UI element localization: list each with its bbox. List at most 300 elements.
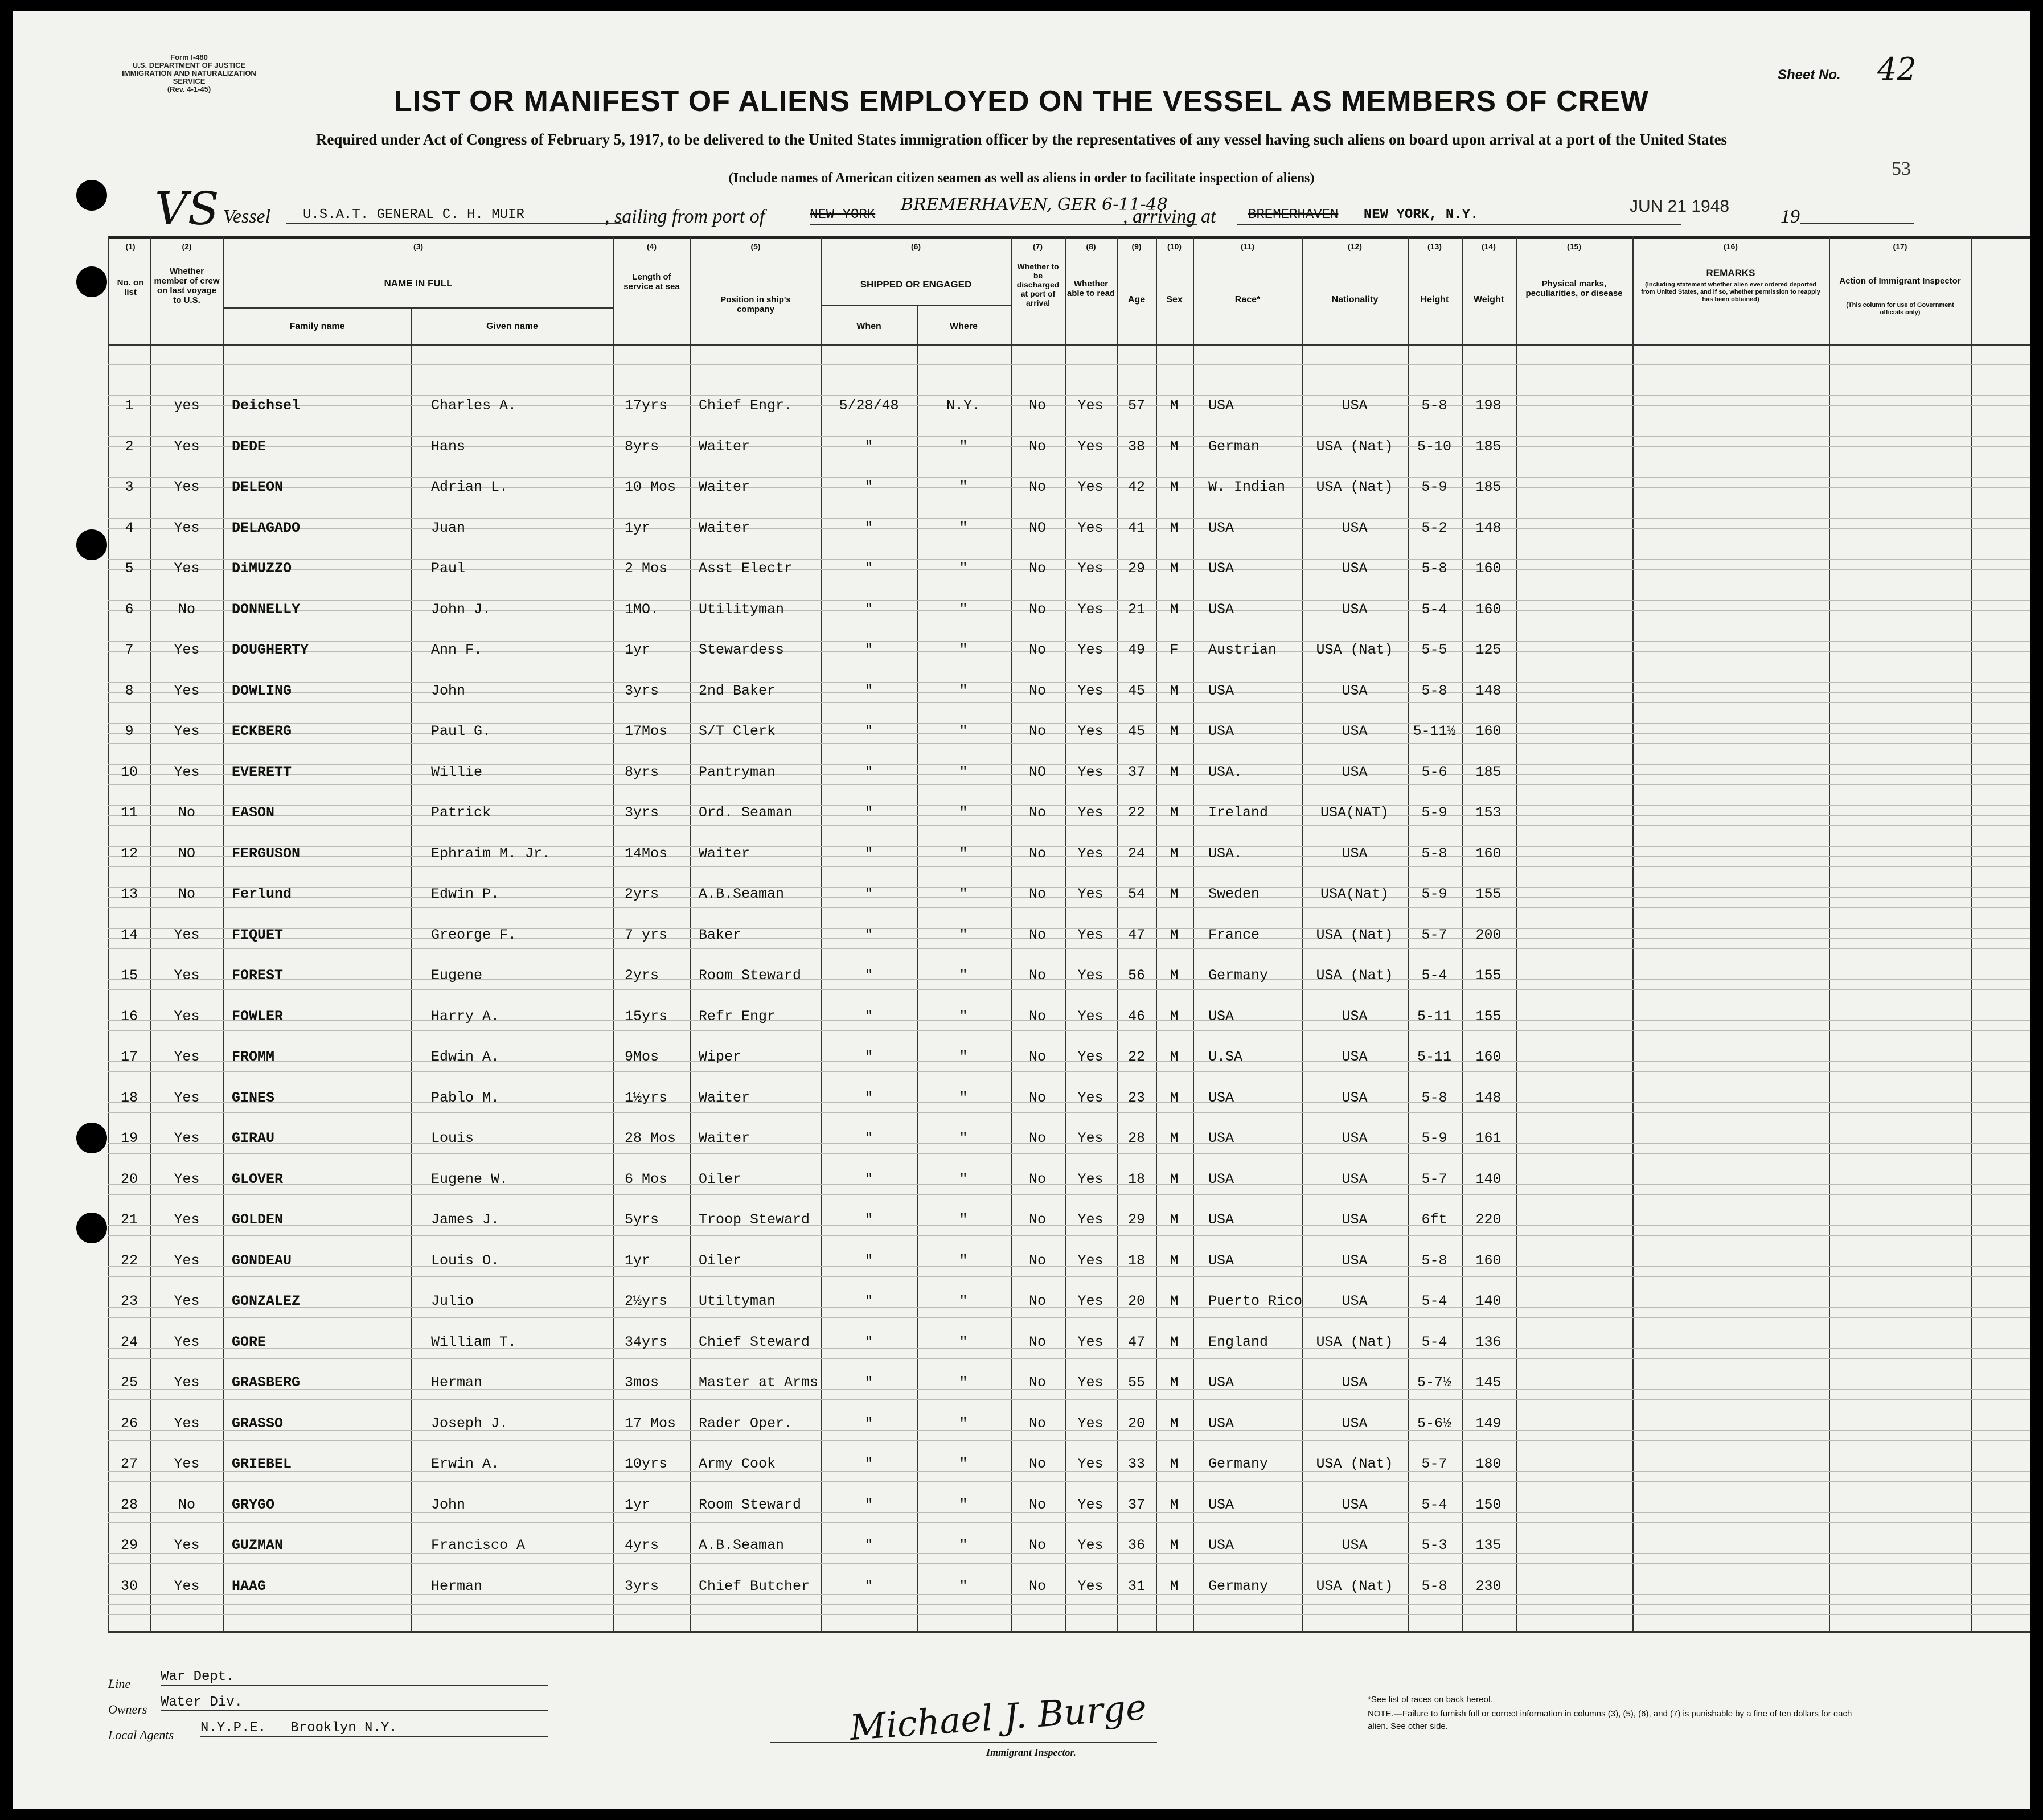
cell-where: " xyxy=(959,1374,968,1391)
cell-read: Yes xyxy=(1077,1415,1103,1432)
cell-position: Waiter xyxy=(699,845,750,862)
column-divider xyxy=(1971,236,1972,1631)
cell-where: " xyxy=(959,1496,968,1513)
cell-sex: M xyxy=(1170,1211,1179,1228)
cell-age: 46 xyxy=(1127,1008,1145,1025)
arriving-label: , arriving at xyxy=(1123,206,1216,227)
cell-sex: M xyxy=(1170,1089,1179,1106)
cell-nat: USA (Nat) xyxy=(1316,642,1393,658)
cell-given: Adrian L. xyxy=(431,479,508,495)
cell-read: Yes xyxy=(1077,1537,1103,1554)
cell-age: 36 xyxy=(1127,1537,1145,1554)
cell-position: Stewardess xyxy=(699,642,785,658)
cell-no: 25 xyxy=(120,1374,138,1391)
cell-when: " xyxy=(864,642,873,658)
cell-family: GRASSO xyxy=(232,1415,284,1432)
cell-family: GRASBERG xyxy=(232,1374,301,1391)
cell-disch: NO xyxy=(1028,519,1046,536)
cell-service: 34yrs xyxy=(625,1333,668,1350)
col6-number: (6) xyxy=(910,242,921,251)
page-title: LIST OR MANIFEST OF ALIENS EMPLOYED ON THE VESSEL AS MEMBERS OF CREW xyxy=(394,85,1649,118)
cell-nat: USA xyxy=(1342,560,1368,577)
cell-disch: No xyxy=(1028,1130,1046,1147)
ruled-line xyxy=(108,559,2030,560)
cell-when: " xyxy=(864,1008,873,1025)
subtitle: Required under Act of Congress of February 5, 1917, to be delivered to the United States immigration officer by the representatives of any vessel having such aliens on board upon arrival at a port of the United States xyxy=(315,131,1728,148)
cell-height: 5-4 xyxy=(1421,1293,1447,1309)
cell-height: 5-7 xyxy=(1421,1170,1447,1188)
agents-label: Local Agents xyxy=(108,1728,174,1742)
cell-family: DELAGADO xyxy=(232,519,301,536)
col1-header: No. on list xyxy=(117,278,144,297)
cell-service: 9Mos xyxy=(625,1049,659,1065)
year-label: 19 xyxy=(1781,206,1800,227)
cell-no: 28 xyxy=(120,1496,138,1513)
cell-race: France xyxy=(1208,926,1260,943)
cell-disch: No xyxy=(1028,1333,1046,1350)
cell-last: Yes xyxy=(174,519,200,536)
col17-subheader: (This column for use of Government officials only) xyxy=(1846,302,1954,316)
owners-label: Owners xyxy=(108,1702,147,1716)
cell-nat: USA xyxy=(1342,1211,1368,1228)
cell-when: " xyxy=(864,1496,873,1513)
cell-weight: 135 xyxy=(1475,1537,1502,1554)
cell-read: Yes xyxy=(1077,519,1103,536)
col14-number: (14) xyxy=(1482,242,1496,251)
cell-sex: M xyxy=(1170,1374,1179,1391)
cell-read: Yes xyxy=(1077,723,1103,739)
cell-service: 3yrs xyxy=(625,804,659,821)
cell-nat: USA (Nat) xyxy=(1316,967,1393,984)
cell-age: 47 xyxy=(1127,1333,1145,1350)
cell-family: EASON xyxy=(232,804,275,821)
cell-read: Yes xyxy=(1077,1089,1103,1106)
cell-read: Yes xyxy=(1077,1211,1103,1228)
cell-last: Yes xyxy=(174,1415,200,1432)
cell-family: DiMUZZO xyxy=(232,560,292,577)
cell-service: 1yr xyxy=(625,1252,651,1269)
cell-no: 21 xyxy=(120,1211,138,1228)
sailing-label: , sailing from port of xyxy=(605,206,765,227)
cell-where: " xyxy=(959,1008,968,1025)
cell-read: Yes xyxy=(1077,967,1103,984)
cell-given: Edwin A. xyxy=(431,1049,500,1065)
sheet-number-label: Sheet No. xyxy=(1778,67,1841,83)
col10-header: Sex xyxy=(1166,295,1183,305)
cell-position: Refr Engr xyxy=(699,1008,776,1025)
cell-disch: No xyxy=(1028,804,1046,821)
cell-position: Troop Steward xyxy=(699,1211,810,1228)
cell-service: 2½yrs xyxy=(625,1293,668,1309)
cell-no: 3 xyxy=(125,479,134,495)
cell-nat: USA xyxy=(1342,1415,1368,1432)
cell-where: " xyxy=(959,763,968,780)
cell-when: " xyxy=(864,763,873,780)
cell-read: Yes xyxy=(1077,682,1103,699)
cell-given: Paul G. xyxy=(431,723,491,739)
cell-age: 45 xyxy=(1127,682,1145,699)
cell-race: Sweden xyxy=(1208,886,1260,902)
arriving-port-struck: BREMERHAVEN xyxy=(1248,207,1339,223)
cell-height: 5-8 xyxy=(1421,1089,1447,1106)
cell-sex: M xyxy=(1170,1333,1179,1350)
cell-weight: 150 xyxy=(1475,1496,1502,1513)
cell-age: 18 xyxy=(1127,1170,1145,1188)
cell-read: Yes xyxy=(1077,1130,1103,1147)
cell-nat: USA xyxy=(1342,1089,1368,1106)
cell-service: 1yr xyxy=(625,642,651,658)
cell-sex: M xyxy=(1170,1456,1179,1472)
cell-given: James J. xyxy=(431,1211,500,1228)
cell-family: Ferlund xyxy=(232,886,292,902)
cell-read: Yes xyxy=(1077,886,1103,902)
cell-no: 10 xyxy=(120,763,138,780)
cell-last: Yes xyxy=(174,682,200,699)
cell-last: Yes xyxy=(174,560,200,577)
cell-when: " xyxy=(864,560,873,577)
cell-where: " xyxy=(959,926,968,943)
col4-header: Length of service at sea xyxy=(623,272,680,291)
cell-where: " xyxy=(959,1252,968,1269)
cell-when: " xyxy=(864,1252,873,1269)
cell-position: Chief Engr. xyxy=(699,397,793,414)
cell-no: 20 xyxy=(120,1170,138,1188)
cell-last: Yes xyxy=(174,1170,200,1188)
cell-service: 2yrs xyxy=(625,967,659,984)
col15-header: Physical marks, peculiarities, or disease xyxy=(1525,279,1623,298)
cell-age: 31 xyxy=(1127,1577,1145,1595)
cell-given: Pablo M. xyxy=(431,1089,500,1106)
cell-no: 16 xyxy=(120,1008,138,1025)
cell-family: ECKBERG xyxy=(232,723,292,739)
cell-nat: USA xyxy=(1342,1008,1368,1025)
column-divider xyxy=(821,236,822,1631)
cell-where: " xyxy=(959,601,968,618)
owners-value: Water Div. xyxy=(161,1695,548,1711)
cell-family: GOLDEN xyxy=(232,1211,284,1228)
table-top-rule xyxy=(108,236,2030,239)
cell-height: 5-11½ xyxy=(1413,723,1456,739)
col5-number: (5) xyxy=(750,242,761,251)
cell-disch: No xyxy=(1028,845,1046,862)
cell-read: Yes xyxy=(1077,479,1103,495)
cell-position: Utiltyman xyxy=(699,1293,776,1309)
cell-service: 3mos xyxy=(625,1374,659,1391)
col10-number: (10) xyxy=(1167,242,1182,251)
col6-header: SHIPPED OR ENGAGED xyxy=(860,279,972,290)
col14-header: Weight xyxy=(1473,295,1504,305)
cell-height: 5-8 xyxy=(1421,1577,1447,1595)
cell-weight: 220 xyxy=(1475,1211,1502,1228)
cell-family: FROMM xyxy=(232,1049,275,1065)
cell-service: 17yrs xyxy=(625,397,668,414)
cell-no: 6 xyxy=(125,601,134,618)
cell-when: " xyxy=(864,926,873,943)
cell-sex: M xyxy=(1170,1537,1179,1554)
cell-last: Yes xyxy=(174,1333,200,1350)
cell-no: 19 xyxy=(120,1130,138,1147)
cell-last: Yes xyxy=(174,723,200,739)
cell-race: Germany xyxy=(1208,1456,1269,1472)
cell-weight: 160 xyxy=(1475,845,1502,862)
cell-position: Waiter xyxy=(699,479,750,495)
cell-height: 5-8 xyxy=(1421,560,1447,577)
cell-no: 2 xyxy=(125,438,134,455)
cell-race: German xyxy=(1208,438,1260,455)
col8-number: (8) xyxy=(1086,242,1096,251)
cell-position: Master at Arms xyxy=(699,1374,819,1391)
cell-height: 5-8 xyxy=(1421,682,1447,699)
cell-race: USA xyxy=(1208,1537,1234,1554)
cell-disch: No xyxy=(1028,1537,1046,1554)
cell-position: Oiler xyxy=(699,1252,742,1269)
cell-where: " xyxy=(959,1456,968,1472)
ruled-line xyxy=(108,825,2030,826)
cell-height: 5-8 xyxy=(1421,397,1447,414)
cell-no: 5 xyxy=(125,560,134,577)
date-stamp: JUN 21 1948 xyxy=(1630,197,1730,216)
column-divider xyxy=(1302,236,1303,1631)
cell-age: 20 xyxy=(1127,1293,1145,1309)
cell-no: 4 xyxy=(125,519,134,536)
cell-race: USA xyxy=(1208,1211,1234,1228)
cell-disch: No xyxy=(1028,1577,1046,1595)
cell-height: 5-2 xyxy=(1421,519,1447,536)
cell-sex: M xyxy=(1170,682,1179,699)
cell-age: 20 xyxy=(1127,1415,1145,1432)
cell-when: " xyxy=(864,1333,873,1350)
cell-when: " xyxy=(864,1415,873,1432)
ruled-line xyxy=(108,1399,2030,1400)
col12-number: (12) xyxy=(1348,242,1362,251)
ruled-line xyxy=(108,1194,2030,1195)
cell-family: FOREST xyxy=(232,967,284,984)
vs-mark: VS xyxy=(155,182,219,235)
cell-no: 13 xyxy=(120,886,138,902)
col17-number: (17) xyxy=(1893,242,1907,251)
col2-header: Whether member of crew on last voyage to U.S. xyxy=(154,266,220,305)
cell-weight: 180 xyxy=(1475,1456,1502,1472)
cell-given: Julio xyxy=(431,1293,474,1309)
cell-nat: USA xyxy=(1342,1374,1368,1391)
col13-number: (13) xyxy=(1427,242,1442,251)
cell-disch: No xyxy=(1028,967,1046,984)
col7-header: Whether to be discharged at port of arrival xyxy=(1016,262,1060,307)
vessel-label: Vessel xyxy=(223,206,271,227)
cell-last: Yes xyxy=(174,1577,200,1595)
cell-sex: M xyxy=(1170,438,1179,455)
column-divider xyxy=(690,236,691,1631)
cell-no: 7 xyxy=(125,642,134,658)
cell-age: 56 xyxy=(1127,967,1145,984)
cell-last: No xyxy=(178,886,195,902)
cell-where: " xyxy=(959,682,968,699)
header-bottom-rule xyxy=(108,344,2030,346)
cell-where: " xyxy=(959,1089,968,1106)
cell-weight: 145 xyxy=(1475,1374,1502,1391)
cell-nat: USA xyxy=(1342,723,1368,739)
col12-header: Nationality xyxy=(1331,295,1379,305)
cell-read: Yes xyxy=(1077,1496,1103,1513)
cell-sex: M xyxy=(1170,1008,1179,1025)
ruled-line xyxy=(108,1614,2030,1615)
cell-service: 2 Mos xyxy=(625,560,668,577)
cell-where: " xyxy=(959,804,968,821)
cell-position: Wiper xyxy=(699,1049,742,1065)
cell-position: Room Steward xyxy=(699,967,802,984)
cell-where: " xyxy=(959,845,968,862)
cell-given: Edwin P. xyxy=(431,886,500,902)
col1-number: (1) xyxy=(125,242,136,251)
cell-family: FIQUET xyxy=(232,926,284,943)
cell-position: Baker xyxy=(699,926,742,943)
cell-disch: No xyxy=(1028,1496,1046,1513)
cell-disch: No xyxy=(1028,560,1046,577)
ruled-line xyxy=(108,477,2030,478)
cell-service: 3yrs xyxy=(625,682,659,699)
cell-disch: No xyxy=(1028,1211,1046,1228)
cell-where: " xyxy=(959,1170,968,1188)
cell-weight: 160 xyxy=(1475,601,1502,618)
form-number: Form I-480 xyxy=(170,53,208,61)
cell-weight: 160 xyxy=(1475,1049,1502,1065)
ruled-line xyxy=(108,1522,2030,1523)
cell-where: " xyxy=(959,723,968,739)
cell-service: 1yr xyxy=(625,519,651,536)
col7-number: (7) xyxy=(1032,242,1043,251)
cell-read: Yes xyxy=(1077,601,1103,618)
cell-nat: USA xyxy=(1342,601,1368,618)
cell-where: " xyxy=(959,1293,968,1309)
cell-given: William T. xyxy=(431,1333,517,1350)
cell-where: " xyxy=(959,1049,968,1065)
cell-last: Yes xyxy=(174,479,200,495)
col16-header: REMARKS xyxy=(1706,268,1755,278)
cell-nat: USA xyxy=(1342,845,1368,862)
cell-family: GLOVER xyxy=(232,1170,284,1188)
cell-read: Yes xyxy=(1077,804,1103,821)
cell-position: Ord. Seaman xyxy=(699,804,793,821)
cell-no: 14 xyxy=(120,926,138,943)
cell-family: DEDE xyxy=(232,438,266,455)
ruled-line xyxy=(108,395,2030,396)
cell-read: Yes xyxy=(1077,1008,1103,1025)
cell-race: U.SA xyxy=(1208,1049,1243,1065)
cell-nat: USA xyxy=(1342,519,1368,536)
cell-nat: USA xyxy=(1342,1252,1368,1269)
cell-race: W. Indian xyxy=(1208,479,1286,495)
cell-service: 3yrs xyxy=(625,1577,659,1595)
cell-last: Yes xyxy=(174,1130,200,1147)
cell-given: Ephraim M. Jr. xyxy=(431,845,551,862)
cell-when: " xyxy=(864,886,873,902)
cell-position: Pantryman xyxy=(699,763,776,780)
cell-disch: No xyxy=(1028,1374,1046,1391)
cell-when: " xyxy=(864,519,873,536)
cell-when: " xyxy=(864,1130,873,1147)
sailing-port-handwritten: BREMERHAVEN, GER 6-11-48 xyxy=(901,195,1168,215)
cell-read: Yes xyxy=(1077,1577,1103,1595)
cell-given: Greorge F. xyxy=(431,926,517,943)
arriving-port: NEW YORK, N.Y. xyxy=(1363,207,1479,223)
cell-sex: M xyxy=(1170,479,1179,495)
shipped-subheader-rule xyxy=(821,305,1011,306)
cell-family: GRYGO xyxy=(232,1496,275,1513)
cell-nat: USA(Nat) xyxy=(1320,886,1389,902)
page-number: 53 xyxy=(1892,158,1911,179)
cell-sex: M xyxy=(1170,1415,1179,1432)
cell-race: USA xyxy=(1208,723,1234,739)
cell-race: Germany xyxy=(1208,1577,1269,1595)
cell-where: " xyxy=(959,1130,968,1147)
ruled-line xyxy=(108,1604,2030,1605)
cell-where: N.Y. xyxy=(946,397,981,414)
ruled-line xyxy=(108,1563,2030,1564)
cell-weight: 230 xyxy=(1475,1577,1502,1595)
cell-when: " xyxy=(864,804,873,821)
cell-nat: USA xyxy=(1342,1293,1368,1309)
cell-height: 5-5 xyxy=(1421,642,1447,658)
cell-given: Eugene W. xyxy=(431,1170,508,1188)
cell-nat: USA xyxy=(1342,1537,1368,1554)
inspector-label: Immigrant Inspector. xyxy=(986,1747,1077,1758)
cell-sex: M xyxy=(1170,1496,1179,1513)
cell-when: " xyxy=(864,1577,873,1595)
cell-position: Chief Steward xyxy=(699,1333,810,1350)
cell-last: Yes xyxy=(174,1293,200,1309)
sheet-number-value: 42 xyxy=(1877,51,1917,87)
cell-race: Germany xyxy=(1208,967,1269,984)
cell-race: USA xyxy=(1208,682,1234,699)
cell-when: " xyxy=(864,1537,873,1554)
cell-family: DOUGHERTY xyxy=(232,642,309,658)
cell-position: Rader Oper. xyxy=(699,1415,793,1432)
cell-read: Yes xyxy=(1077,763,1103,780)
cell-where: " xyxy=(959,1211,968,1228)
cell-service: 4yrs xyxy=(625,1537,659,1554)
cell-family: GUZMAN xyxy=(232,1537,284,1554)
cell-service: 8yrs xyxy=(625,438,659,455)
form-revision: (Rev. 4-1-45) xyxy=(167,85,211,93)
cell-where: " xyxy=(959,642,968,658)
cell-read: Yes xyxy=(1077,1293,1103,1309)
ruled-line xyxy=(108,702,2030,703)
col3-number: (3) xyxy=(413,242,424,251)
cell-family: DONNELLY xyxy=(232,601,301,618)
col9-header: Age xyxy=(1127,295,1146,305)
cell-given: Francisco A xyxy=(431,1537,526,1554)
cell-when: " xyxy=(864,967,873,984)
cell-when: " xyxy=(864,1170,873,1188)
cell-family: GIRAU xyxy=(232,1130,275,1147)
cell-weight: 155 xyxy=(1475,1008,1502,1025)
cell-sex: M xyxy=(1170,1293,1179,1309)
cell-service: 10 Mos xyxy=(625,479,676,495)
cell-race: USA xyxy=(1208,1170,1234,1188)
cell-position: Chief Butcher xyxy=(699,1577,810,1595)
cell-sex: F xyxy=(1170,642,1179,658)
column-divider xyxy=(917,305,918,1631)
cell-age: 29 xyxy=(1127,1211,1145,1228)
cell-sex: M xyxy=(1170,926,1179,943)
cell-family: EVERETT xyxy=(232,763,292,780)
penalty-note: NOTE.—Failure to furnish full or correct information in columns (3), (5), (6), and (7) is punishable by a fine of ten dollars for each alien. See other side. xyxy=(1368,1709,1852,1731)
cell-nat: USA (Nat) xyxy=(1316,438,1393,455)
cell-family: DELEON xyxy=(232,479,284,495)
cell-race: England xyxy=(1208,1333,1269,1350)
races-note: *See list of races on back hereof. xyxy=(1368,1695,1494,1704)
cell-family: FOWLER xyxy=(232,1008,284,1025)
